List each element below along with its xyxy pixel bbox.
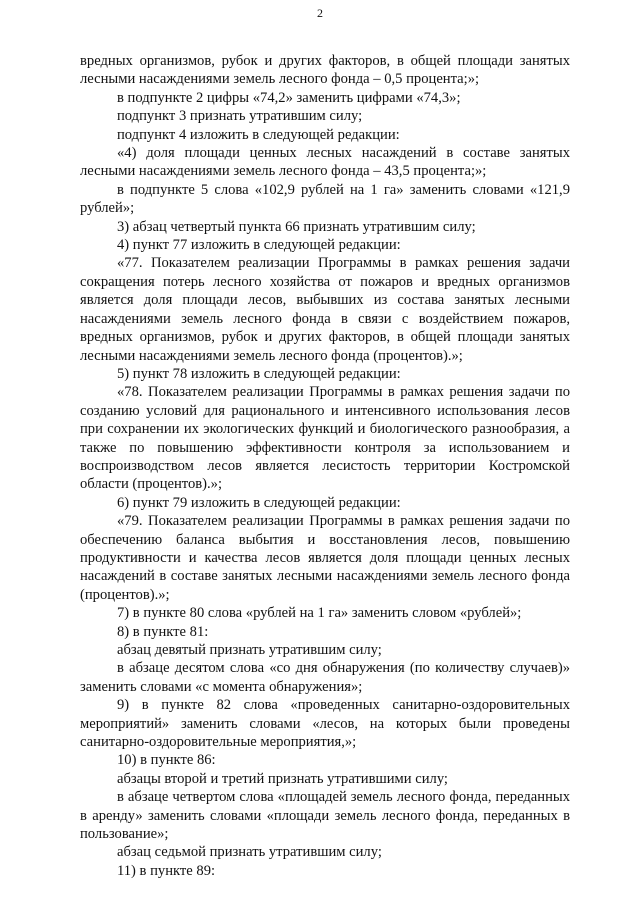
paragraph: в абзаце четвертом слова «площадей земель лесного фонда, переданных в аренду» заменить словами «площади земель лесного фонда, переданных в пользование»; — [80, 789, 570, 843]
paragraph: 6) пункт 79 изложить в следующей редакции: — [117, 494, 401, 511]
paragraph: абзац девятый признать утратившим силу; — [117, 642, 382, 658]
paragraph: 5) пункт 78 изложить в следующей редакции: — [117, 365, 401, 382]
paragraph: 7) в пункте 80 слова «рублей на 1 га» заменить словом «рублей»; — [117, 605, 522, 622]
paragraph: абзац седьмой признать утратившим силу; — [117, 844, 382, 861]
paragraph: вредных организмов, рубок и других факторов, в общей площади занятых лесными насаждениями земель лесного фонда – 0,5 процента;»; — [80, 53, 570, 88]
paragraph: подпункт 4 изложить в следующей редакции: — [117, 126, 400, 143]
paragraph: абзацы второй и третий признать утратившими силу; — [117, 770, 448, 787]
paragraph: 11) в пункте 89: — [117, 862, 216, 879]
paragraph: 3) абзац четвертый пункта 66 признать утратившим силу; — [117, 218, 476, 235]
page-number: 2 — [317, 6, 323, 20]
paragraph: 4) пункт 77 изложить в следующей редакции: — [117, 237, 401, 254]
paragraph: 10) в пункте 86: — [117, 752, 216, 769]
paragraph: 9) в пункте 82 слова «проведенных санитарно-оздоровительных мероприятий» заменить словами «лесов, на которых были проведены санитарно-оздоровительные мероприятия,»; — [80, 697, 570, 751]
paragraph: подпункт 3 признать утратившим силу; — [117, 108, 363, 125]
paragraph: 8) в пункте 81: — [117, 623, 209, 640]
paragraph: в подпункте 2 цифры «74,2» заменить цифрами «74,3»; — [117, 89, 461, 106]
paragraph: «4) доля площади ценных лесных насаждений в составе занятых лесными насаждениями земель лесного фонда – 43,5 процента;»; — [80, 145, 570, 180]
paragraph: в подпункте 5 слова «102,9 рублей на 1 га» заменить словами «121,9 рублей»; — [80, 181, 570, 217]
document-body — [80, 52, 570, 880]
paragraph: «79. Показателем реализации Программы в рамках решения задачи по обеспечению баланса выбытия и восстановления лесов, повышению продуктивности и качества лесов является доля площади ценных лесных насаждений в составе занятых лесными насаждениями земель лесного фонда (процентов).»; — [80, 513, 570, 603]
paragraph: «77. Показателем реализации Программы в рамках решения задачи сокращения потерь лесного хозяйства от пожаров и вредных организмов является доля площади лесов, выбывших из состава занятых лесными насаждениями земель лесного фонда в связи с воздействием пожаров, вредных организмов, рубок и других факторов, в общей площади занятых лесными насаждениями земель лесного фонда (процентов).»; — [80, 255, 570, 364]
paragraph: «78. Показателем реализации Программы в рамках решения задачи по созданию условий для рационального и интенсивного использования лесов при сохранении их экологических функций и биологического разнообразия, а также по повышению эффективности контроля за использованием и воспроизводством лесов является лесистость территории Костромской области (процентов).»; — [80, 384, 570, 493]
paragraph: в абзаце десятом слова «со дня обнаружения (по количеству случаев)» заменить словами «с момента обнаружения»; — [80, 660, 570, 695]
